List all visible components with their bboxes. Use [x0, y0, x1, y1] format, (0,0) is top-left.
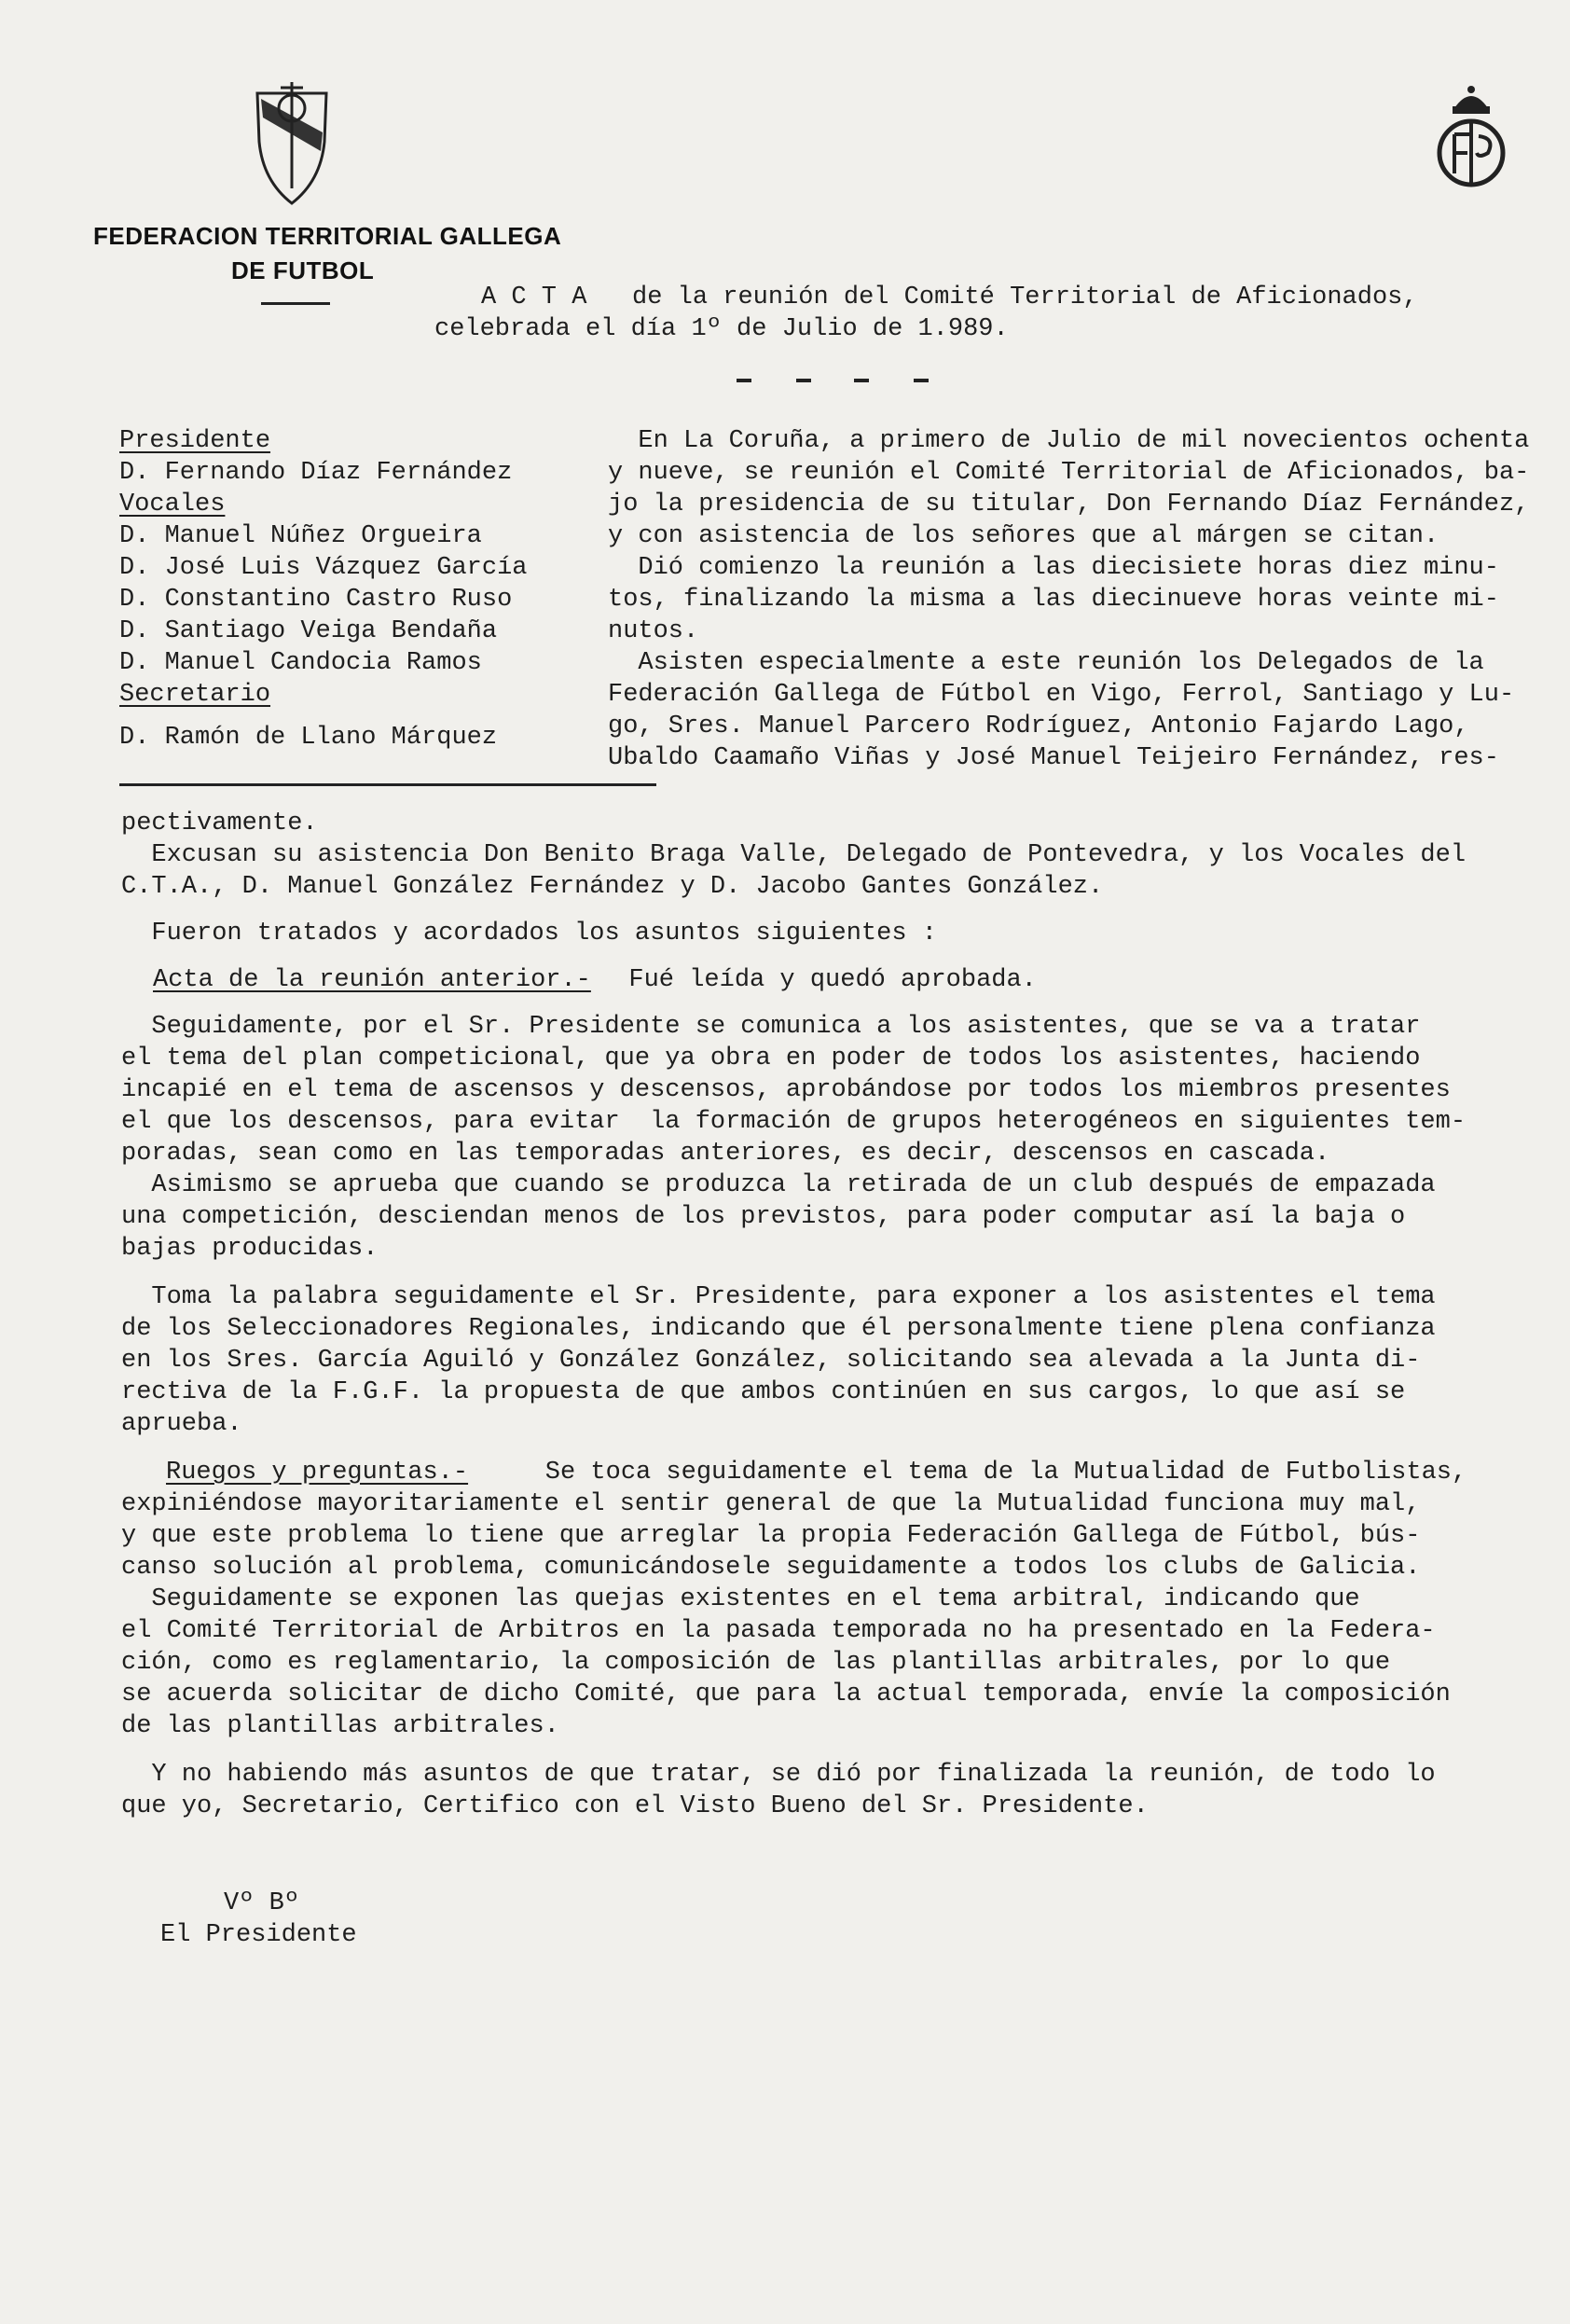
section-heading-acta: Acta de la reunión anterior.-: [153, 966, 591, 994]
text-line: Ubaldo Caamaño Viñas y José Manuel Teijeiro Fernández, res-: [608, 744, 1499, 772]
text-line: Se toca seguidamente el tema de la Mutualidad de Futbolistas,: [485, 1459, 1467, 1487]
separator-dash: [914, 379, 929, 382]
text-line: aprueba.: [121, 1410, 242, 1438]
org-name-line1: FEDERACION TERRITORIAL GALLEGA: [93, 222, 562, 250]
separator-dash: [796, 379, 811, 382]
rfef-crest-logo: [1432, 80, 1510, 190]
text-line: el tema del plan competicional, que ya obra en poder de todos los asistentes, haciendo: [121, 1044, 1421, 1072]
section-heading-ruegos: Ruegos y preguntas.-: [166, 1459, 469, 1487]
text-line: Y no habiendo más asuntos de que tratar, se dió por finalizada la reunión, de todo lo: [121, 1761, 1436, 1789]
text-line: go, Sres. Manuel Parcero Rodríguez, Antonio Fajardo Lago,: [608, 712, 1469, 740]
text-line: ción, como es reglamentario, la composición de las plantillas arbitrales, por lo que: [121, 1649, 1391, 1677]
text-line: tos, finalizando la misma a las diecinueve horas veinte mi-: [608, 586, 1499, 614]
signature-role: El Presidente: [160, 1921, 357, 1949]
secretary-name: D. Ramón de Llano Márquez: [119, 724, 498, 752]
text-line: bajas producidas.: [121, 1235, 379, 1263]
vocal-name: D. Manuel Candocia Ramos: [119, 649, 482, 677]
text-line: el Comité Territorial de Arbitros en la pasada temporada no ha presentado en la Federa-: [121, 1617, 1436, 1645]
text-line: se acuerda solicitar de dicho Comité, que para la actual temporada, envíe la composición: [121, 1681, 1451, 1708]
text-line: en los Sres. García Aguiló y González González, solicitando sea alevada a la Junta di-: [121, 1347, 1421, 1375]
text-line: Dió comienzo la reunión a las diecisiete horas diez minu-: [608, 554, 1499, 582]
text-line: Asisten especialmente a este reunión los Delegados de la: [608, 649, 1484, 677]
text-line: Federación Gallega de Fútbol en Vigo, Ferrol, Santiago y Lu-: [608, 681, 1515, 709]
org-name-line2: DE FUTBOL: [231, 256, 375, 284]
text-line: y nueve, se reunión el Comité Territorial de Aficionados, ba-: [608, 459, 1530, 487]
president-name: D. Fernando Díaz Fernández: [119, 459, 513, 487]
separator-dash: [737, 379, 751, 382]
text-line: expiniéndose mayoritariamente el sentir general de que la Mutualidad funciona muy mal,: [121, 1490, 1421, 1518]
text-line: de las plantillas arbitrales.: [121, 1712, 559, 1740]
attendees-rule: [119, 783, 656, 786]
secretary-heading: Secretario: [119, 681, 271, 709]
visto-bueno: Vº Bº: [224, 1889, 300, 1917]
document-date: celebrada el día 1º de Julio de 1.989.: [434, 315, 1009, 343]
text-line: Seguidamente se exponen las quejas existentes en el tema arbitral, indicando que: [121, 1585, 1360, 1613]
text-line: el que los descensos, para evitar la formación de grupos heterogéneos en siguientes tem-: [121, 1108, 1467, 1136]
vocal-name: D. José Luis Vázquez García: [119, 554, 528, 582]
org-underline: [261, 302, 330, 305]
text-line: Toma la palabra seguidamente el Sr. Presidente, para exponer a los asistentes el tema: [121, 1283, 1436, 1311]
attendees-list: [119, 425, 641, 761]
body-text: [121, 808, 1557, 1871]
text-line: jo la presidencia de su titular, Don Fernando Díaz Fernández,: [608, 491, 1530, 519]
text-line: y con asistencia de los señores que al márgen se citan.: [608, 522, 1439, 550]
text-line: nutos.: [608, 617, 699, 645]
text-line: Seguidamente, por el Sr. Presidente se comunica a los asistentes, que se va a tratar: [121, 1013, 1421, 1041]
text-line: una competición, desciendan menos de los previstos, para poder computar así la baja o: [121, 1203, 1406, 1231]
text-line: Excusan su asistencia Don Benito Braga Valle, Delegado de Pontevedra, y los Vocales del: [121, 841, 1467, 869]
vocal-name: D. Manuel Núñez Orgueira: [119, 522, 482, 550]
president-heading: Presidente: [119, 427, 271, 455]
text-line: C.T.A., D. Manuel González Fernández y D. Jacobo Gantes González.: [121, 873, 1104, 901]
text-line: pectivamente.: [121, 809, 318, 837]
vocales-heading: Vocales: [119, 491, 226, 519]
text-line: canso solución al problema, comunicándosele seguidamente a todos los clubs de Galicia.: [121, 1554, 1421, 1582]
text-line: y que este problema lo tiene que arreglar la propia Federación Gallega de Fútbol, bús-: [121, 1522, 1421, 1550]
treated-line: Fueron tratados y acordados los asuntos siguientes :: [121, 920, 937, 948]
text-line: En La Coruña, a primero de Julio de mil novecientos ochenta: [608, 427, 1530, 455]
text-line: rectiva de la F.G.F. la propuesta de que ambos continúen en sus cargos, lo que así se: [121, 1378, 1406, 1406]
federation-shield-logo: [250, 76, 334, 207]
text-line: Asimismo se aprueba que cuando se produzca la retirada de un club después de empazada: [121, 1171, 1436, 1199]
vocal-name: D. Constantino Castro Ruso: [119, 586, 513, 614]
acta-text: Fué leída y quedó aprobada.: [599, 966, 1037, 994]
separator-dash: [854, 379, 869, 382]
text-line: incapié en el tema de ascensos y descensos, aprobándose por todos los miembros presentes: [121, 1076, 1451, 1104]
text-line: poradas, sean como en las temporadas anteriores, es decir, descensos en cascada.: [121, 1140, 1330, 1168]
vocal-name: D. Santiago Veiga Bendaña: [119, 617, 498, 645]
text-line: de los Seleccionadores Regionales, indicando que él personalmente tiene plena confianza: [121, 1315, 1436, 1343]
text-line: que yo, Secretario, Certifico con el Visto Bueno del Sr. Presidente.: [121, 1792, 1149, 1820]
document-title: A C T A de la reunión del Comité Territorial de Aficionados,: [481, 284, 1418, 311]
intro-paragraph: [608, 425, 1568, 780]
